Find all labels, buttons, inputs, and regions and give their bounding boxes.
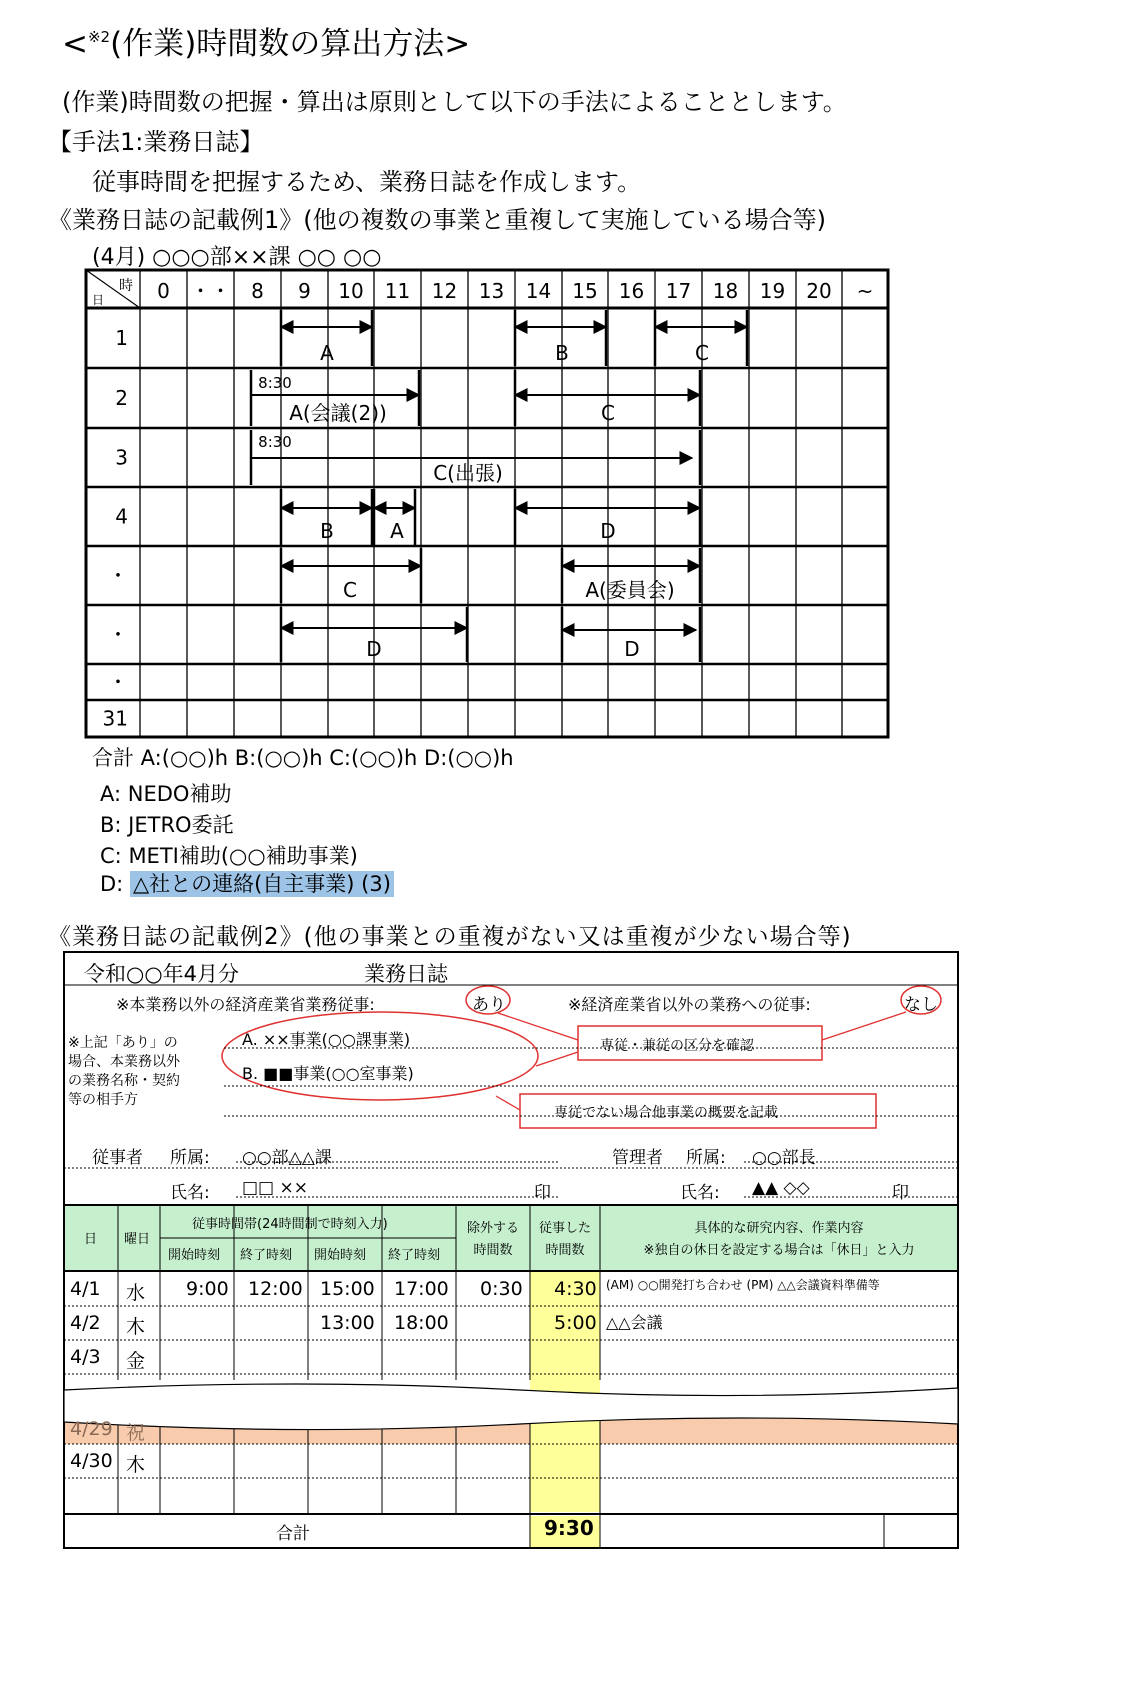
row-date: 4/1 [70, 1278, 101, 1300]
row-e2: 17:00 [394, 1278, 449, 1300]
day-label: ・ [108, 622, 128, 647]
hour-label: 11 [384, 279, 411, 303]
total-label: 合計 [276, 1524, 310, 1544]
row-s2: 13:00 [320, 1312, 375, 1334]
form-period: 令和○○年4月分 [84, 962, 240, 986]
bar-label-c: C [343, 578, 357, 602]
bar-label-a-committee: A(委員会) [585, 578, 675, 602]
bar-label-d: D [600, 519, 616, 543]
row-dow: 木 [126, 1454, 146, 1476]
day-label: 4 [115, 504, 128, 529]
legend-item: D: △社との連絡(自主事業) (3) [100, 868, 394, 898]
worker-name-label: 氏名: [170, 1183, 210, 1203]
note-text: ※上記「あり」の 場合、本業務以外 の業務名称・契約 等の相手方 [68, 1035, 180, 1108]
hour-label: 14 [525, 279, 552, 303]
bar-label-c: C [695, 341, 709, 365]
callout-line [822, 1012, 906, 1040]
hour-label: 10 [338, 279, 364, 303]
bar-label-c-trip: C(出張) [433, 461, 503, 485]
highlighted-legend-text: △社との連絡(自主事業) (3) [130, 871, 394, 897]
row-content: (AM) ○○開発打ち合わせ (PM) △△会議資料準備等 [606, 1278, 880, 1292]
manager-name: ▲▲ ◇◇ [752, 1178, 810, 1198]
hour-label: 18 [712, 279, 739, 303]
day-label: ・ [108, 563, 128, 588]
example1-total: 合計 A:(○○)h B:(○○)h C:(○○)h D:(○○)h [92, 746, 514, 770]
example1-title: 《業務日誌の記載例1》(他の複数の事業と重複して実施している場合等) [48, 206, 826, 234]
hour-label: 8 [251, 279, 264, 303]
row-dow: 木 [126, 1316, 146, 1338]
business-oval [222, 1012, 538, 1100]
hour-label: ・・ [190, 279, 231, 303]
row-date: 4/2 [70, 1312, 101, 1334]
row-dow: 水 [126, 1282, 146, 1304]
day-label: 3 [115, 445, 128, 470]
form-name: 業務日誌 [364, 962, 448, 986]
hour-label: 19 [759, 279, 786, 303]
example1-header: (4月) ○○○部××課 ○○ ○○ [92, 245, 382, 270]
row-e1: 12:00 [248, 1278, 303, 1300]
table-border [86, 270, 888, 737]
hour-label: ~ [856, 279, 874, 303]
seal-mark: 印 [892, 1183, 909, 1203]
page-title: <$^{※2}$(作業)時間数の算出方法> [62, 26, 471, 62]
bar-label-a: A [320, 341, 334, 365]
bar-label-b: B [555, 341, 569, 365]
hour-label: 16 [618, 279, 645, 303]
callout-line [498, 1013, 578, 1040]
row-s1: 9:00 [186, 1278, 229, 1300]
legend-item: C: METI補助(○○補助事業) [100, 844, 358, 868]
time-label-830: 8:30 [258, 433, 292, 451]
row-dow: 金 [126, 1350, 146, 1372]
row-excl: 0:30 [480, 1278, 523, 1300]
col-end2: 終了時刻 [388, 1248, 441, 1263]
manager-label: 管理者 [612, 1148, 663, 1168]
bar-label-c: C [601, 401, 615, 425]
callout-line [496, 1096, 520, 1110]
worker-affil-label: 所属: [170, 1148, 210, 1168]
method-heading: 【手法1:業務日誌】 [48, 128, 264, 156]
bar-label-d: D [366, 637, 382, 661]
hour-label: 9 [298, 279, 311, 303]
col-start1: 開始時刻 [168, 1248, 221, 1263]
hour-label: 13 [478, 279, 505, 303]
row-date: 4/30 [70, 1450, 113, 1472]
question-other: ※経済産業省以外の業務への従事: [568, 995, 811, 1014]
day-label: 2 [115, 386, 128, 410]
col-content: 具体的な研究内容、作業内容 ※独自の休日を設定する場合は「休日」と入力 [643, 1221, 915, 1258]
row-e2: 18:00 [394, 1312, 449, 1334]
business-b: B. ■■事業(○○室事業) [242, 1064, 414, 1083]
total-value: 9:30 [544, 1516, 594, 1540]
row-date: 4/29 [70, 1418, 113, 1440]
hour-label: 17 [665, 279, 692, 303]
hour-label: 0 [157, 279, 170, 303]
manager-affil-label: 所属: [686, 1148, 726, 1168]
callout-status: 専従・兼従の区分を確認 [600, 1038, 754, 1054]
legend-item: A: NEDO補助 [100, 782, 232, 806]
method-description: 従事時間を把握するため、業務日誌を作成します。 [92, 168, 642, 196]
row-content: △△会議 [606, 1313, 663, 1332]
bar-label-a: A [390, 519, 404, 543]
day-label: 31 [102, 706, 128, 731]
col-worked: 従事した 時間数 [538, 1221, 591, 1258]
bar-label-d: D [624, 637, 640, 661]
col-excluded: 除外する 時間数 [466, 1221, 519, 1258]
worker-name: □□ ×× [242, 1178, 309, 1198]
row-dow: 祝 [126, 1422, 146, 1444]
corner-day-label: 日 [91, 293, 105, 307]
row-work: 4:30 [554, 1278, 597, 1300]
intro-text: (作業)時間数の把握・算出は原則として以下の手法によることとします。 [62, 88, 847, 116]
worker-affil: ○○部△△課 [242, 1148, 332, 1168]
manager-affil: ○○部長 [752, 1148, 816, 1168]
corner-hour-label: 時 [119, 278, 133, 294]
business-a: A. ××事業(○○課事業) [242, 1030, 411, 1049]
day-label: ・ [108, 670, 128, 694]
answer-ari: あり [472, 995, 506, 1015]
row-date: 4/3 [70, 1346, 101, 1368]
hour-label: 15 [572, 279, 598, 303]
answer-nashi: なし [904, 995, 938, 1015]
row-s2: 15:00 [320, 1278, 375, 1300]
callout-other-business: 専従でない場合他事業の概要を記載 [554, 1105, 778, 1121]
manager-name-label: 氏名: [680, 1183, 720, 1203]
hour-label: 20 [806, 279, 832, 303]
bar-label-b: B [320, 519, 334, 543]
legend-item: B: JETRO委託 [100, 813, 234, 837]
time-label-830: 8:30 [258, 374, 292, 392]
worker-label: 従事者 [92, 1148, 143, 1168]
col-start2: 開始時刻 [314, 1248, 367, 1263]
question-meti: ※本業務以外の経済産業省業務従事: [116, 995, 375, 1014]
col-dow: 曜日 [124, 1232, 151, 1247]
callout-line [536, 1052, 578, 1066]
row-work: 5:00 [554, 1312, 597, 1334]
day-label: 1 [115, 326, 128, 350]
col-band: 従事時間帯(24時間制で時刻入力) [192, 1217, 388, 1232]
hour-label: 12 [431, 279, 458, 303]
example2-title: 《業務日誌の記載例2》(他の事業との重複がない又は重複が少ない場合等) [48, 924, 852, 950]
col-day: 日 [84, 1232, 98, 1247]
col-end1: 終了時刻 [240, 1248, 293, 1263]
bar-label-a-meeting: A(会議(2)) [289, 401, 387, 425]
seal-mark: 印 [534, 1183, 551, 1203]
